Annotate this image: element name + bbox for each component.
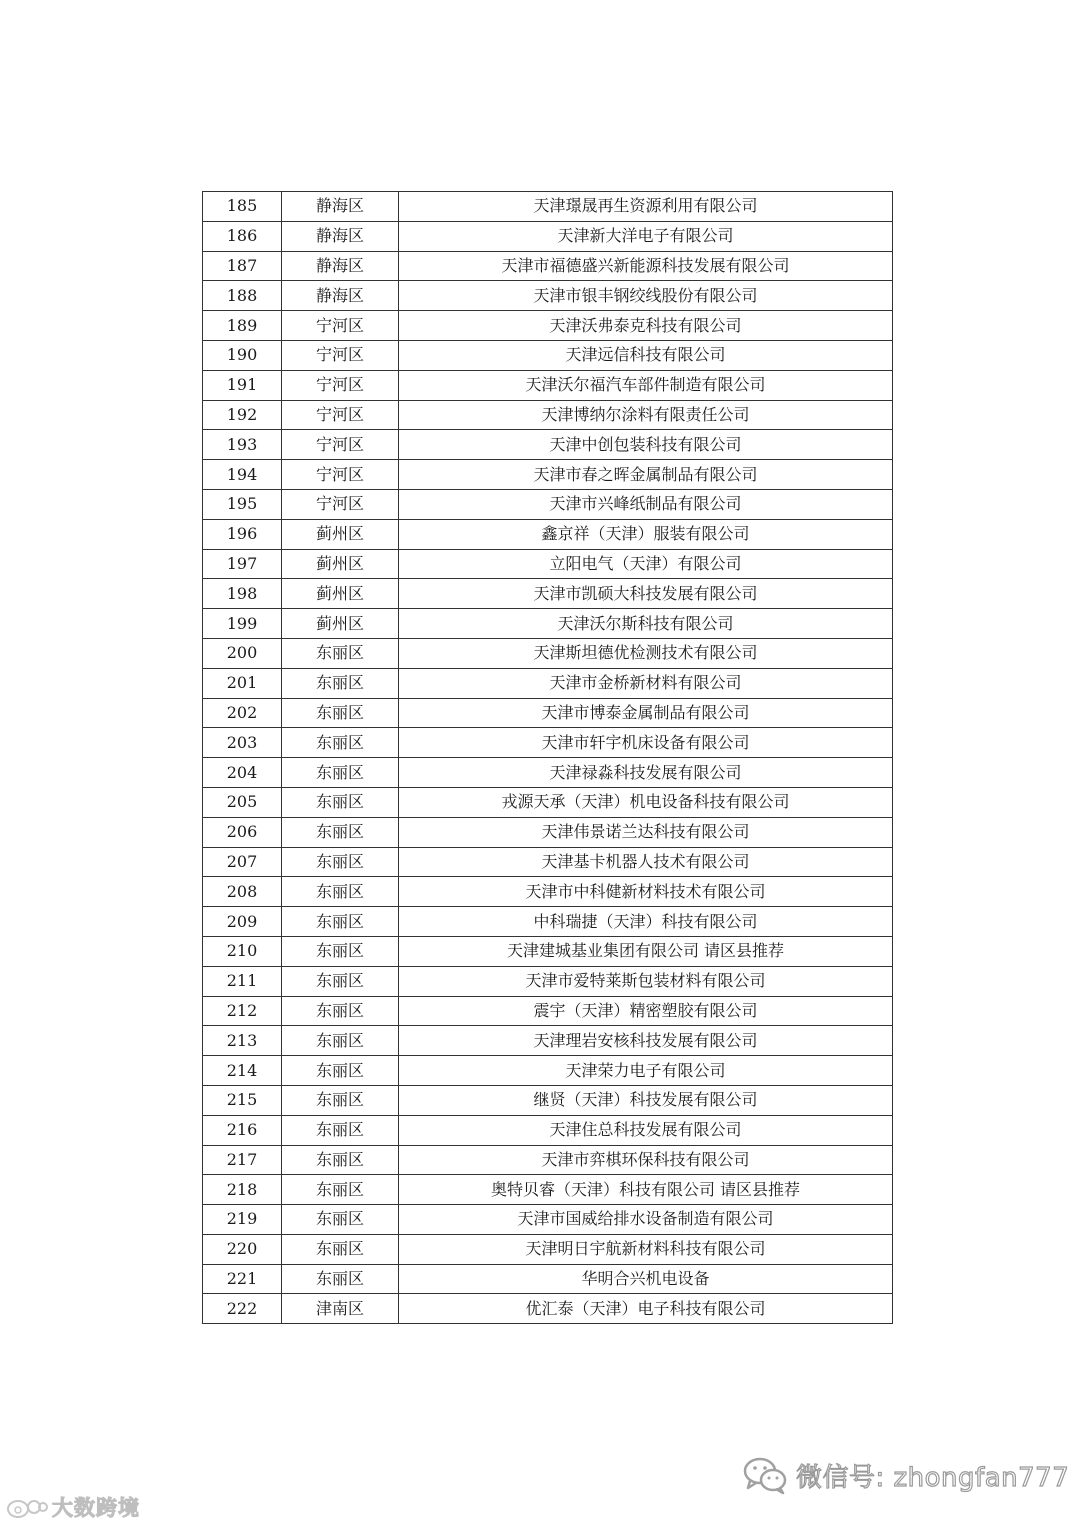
table-row <box>203 1115 893 1145</box>
row-district: 东丽区 <box>282 1264 399 1294</box>
row-district: 东丽区 <box>282 1145 399 1175</box>
table-row <box>203 549 893 579</box>
row-district: 静海区 <box>282 251 399 281</box>
row-company: 天津市春之晖金属制品有限公司 <box>399 460 893 490</box>
table-row <box>203 1056 893 1086</box>
row-company: 天津市国威给排水设备制造有限公司 <box>399 1205 893 1235</box>
row-district: 蓟州区 <box>282 519 399 549</box>
row-district: 宁河区 <box>282 340 399 370</box>
row-district: 东丽区 <box>282 758 399 788</box>
table-row <box>203 340 893 370</box>
row-number: 210 <box>203 936 282 966</box>
row-number: 192 <box>203 400 282 430</box>
row-number: 190 <box>203 340 282 370</box>
row-number: 212 <box>203 996 282 1026</box>
row-district: 东丽区 <box>282 728 399 758</box>
row-district: 东丽区 <box>282 877 399 907</box>
watermark-left-text: 大数跨境 <box>52 1496 140 1520</box>
row-number: 222 <box>203 1294 282 1324</box>
row-district: 静海区 <box>282 192 399 222</box>
row-company: 天津伟景诺兰达科技有限公司 <box>399 817 893 847</box>
wechat-logo-icon <box>742 1455 788 1495</box>
row-company: 天津新大洋电子有限公司 <box>399 221 893 251</box>
row-number: 215 <box>203 1085 282 1115</box>
row-company: 天津璟晟再生资源利用有限公司 <box>399 192 893 222</box>
company-list-table <box>202 191 893 1324</box>
row-company: 奥特贝睿（天津）科技有限公司 请区县推荐 <box>399 1175 893 1205</box>
table-body <box>203 192 893 1324</box>
row-district: 东丽区 <box>282 787 399 817</box>
row-district: 东丽区 <box>282 1205 399 1235</box>
table-row <box>203 251 893 281</box>
row-district: 东丽区 <box>282 698 399 728</box>
row-company: 天津市凯硕大科技发展有限公司 <box>399 579 893 609</box>
row-number: 221 <box>203 1264 282 1294</box>
row-district: 宁河区 <box>282 311 399 341</box>
table-row <box>203 1205 893 1235</box>
table-row <box>203 1145 893 1175</box>
row-district: 东丽区 <box>282 966 399 996</box>
row-number: 195 <box>203 489 282 519</box>
row-number: 211 <box>203 966 282 996</box>
table-row <box>203 698 893 728</box>
table-row <box>203 847 893 877</box>
row-number: 191 <box>203 370 282 400</box>
row-number: 194 <box>203 460 282 490</box>
row-district: 静海区 <box>282 281 399 311</box>
row-company: 天津住总科技发展有限公司 <box>399 1115 893 1145</box>
table-row <box>203 1234 893 1264</box>
row-number: 193 <box>203 430 282 460</box>
row-district: 东丽区 <box>282 668 399 698</box>
row-number: 201 <box>203 668 282 698</box>
row-number: 207 <box>203 847 282 877</box>
row-number: 196 <box>203 519 282 549</box>
table-row <box>203 430 893 460</box>
row-number: 188 <box>203 281 282 311</box>
table-row <box>203 728 893 758</box>
table-row <box>203 1175 893 1205</box>
row-district: 东丽区 <box>282 1026 399 1056</box>
table-row <box>203 192 893 222</box>
row-number: 200 <box>203 638 282 668</box>
table-row <box>203 1294 893 1324</box>
table-row <box>203 579 893 609</box>
row-district: 东丽区 <box>282 936 399 966</box>
table-row <box>203 1085 893 1115</box>
row-number: 202 <box>203 698 282 728</box>
row-company: 天津中创包装科技有限公司 <box>399 430 893 460</box>
watermark-right <box>742 1453 1069 1497</box>
row-number: 203 <box>203 728 282 758</box>
table-row <box>203 907 893 937</box>
row-number: 186 <box>203 221 282 251</box>
row-number: 208 <box>203 877 282 907</box>
row-district: 宁河区 <box>282 370 399 400</box>
row-number: 216 <box>203 1115 282 1145</box>
table-row <box>203 281 893 311</box>
watermark-left <box>6 1492 140 1522</box>
row-district: 东丽区 <box>282 1175 399 1205</box>
row-company: 天津市轩宇机床设备有限公司 <box>399 728 893 758</box>
row-company: 戎源天承（天津）机电设备科技有限公司 <box>399 787 893 817</box>
row-company: 天津斯坦德优检测技术有限公司 <box>399 638 893 668</box>
row-district: 蓟州区 <box>282 549 399 579</box>
table-row <box>203 1264 893 1294</box>
table-row <box>203 758 893 788</box>
row-company: 天津沃弗泰克科技有限公司 <box>399 311 893 341</box>
row-district: 东丽区 <box>282 1085 399 1115</box>
row-company: 天津市博泰金属制品有限公司 <box>399 698 893 728</box>
row-district: 宁河区 <box>282 430 399 460</box>
watermark-right-text: 微信号: zhongfan777 <box>796 1462 1070 1493</box>
table-row <box>203 609 893 639</box>
row-district: 静海区 <box>282 221 399 251</box>
row-number: 218 <box>203 1175 282 1205</box>
row-company: 鑫京祥（天津）服装有限公司 <box>399 519 893 549</box>
row-company: 天津远信科技有限公司 <box>399 340 893 370</box>
row-number: 213 <box>203 1026 282 1056</box>
row-company: 继贤（天津）科技发展有限公司 <box>399 1085 893 1115</box>
row-number: 205 <box>203 787 282 817</box>
row-number: 209 <box>203 907 282 937</box>
row-district: 宁河区 <box>282 489 399 519</box>
table-row <box>203 638 893 668</box>
table-row <box>203 460 893 490</box>
row-company: 中科瑞捷（天津）科技有限公司 <box>399 907 893 937</box>
row-company: 天津沃尔福汽车部件制造有限公司 <box>399 370 893 400</box>
row-company: 天津基卡机器人技术有限公司 <box>399 847 893 877</box>
row-district: 东丽区 <box>282 847 399 877</box>
row-company: 天津明日宇航新材料科技有限公司 <box>399 1234 893 1264</box>
row-company: 立阳电气（天津）有限公司 <box>399 549 893 579</box>
row-company: 天津禄淼科技发展有限公司 <box>399 758 893 788</box>
row-district: 蓟州区 <box>282 609 399 639</box>
row-district: 东丽区 <box>282 638 399 668</box>
table-row <box>203 966 893 996</box>
table-row <box>203 787 893 817</box>
row-district: 东丽区 <box>282 1115 399 1145</box>
row-district: 东丽区 <box>282 1234 399 1264</box>
row-number: 189 <box>203 311 282 341</box>
row-company: 天津建城基业集团有限公司 请区县推荐 <box>399 936 893 966</box>
table-row <box>203 996 893 1026</box>
table-row <box>203 877 893 907</box>
table-row <box>203 400 893 430</box>
table-row <box>203 370 893 400</box>
row-company: 震宇（天津）精密塑胶有限公司 <box>399 996 893 1026</box>
table-row <box>203 1026 893 1056</box>
row-number: 206 <box>203 817 282 847</box>
row-company: 天津市爱特莱斯包装材料有限公司 <box>399 966 893 996</box>
row-district: 东丽区 <box>282 1056 399 1086</box>
table-row <box>203 311 893 341</box>
row-district: 东丽区 <box>282 817 399 847</box>
table-row <box>203 668 893 698</box>
row-number: 199 <box>203 609 282 639</box>
row-company: 天津市福德盛兴新能源科技发展有限公司 <box>399 251 893 281</box>
weibo-logo-icon <box>6 1495 48 1519</box>
row-company: 天津市兴峰纸制品有限公司 <box>399 489 893 519</box>
row-company: 华明合兴机电设备 <box>399 1264 893 1294</box>
row-company: 天津博纳尔涂料有限责任公司 <box>399 400 893 430</box>
row-district: 东丽区 <box>282 907 399 937</box>
row-number: 220 <box>203 1234 282 1264</box>
row-district: 宁河区 <box>282 400 399 430</box>
row-number: 197 <box>203 549 282 579</box>
table-row <box>203 519 893 549</box>
row-company: 天津市中科健新材料技术有限公司 <box>399 877 893 907</box>
row-number: 217 <box>203 1145 282 1175</box>
row-number: 219 <box>203 1205 282 1235</box>
table-row <box>203 936 893 966</box>
row-number: 214 <box>203 1056 282 1086</box>
row-company: 天津市银丰钢绞线股份有限公司 <box>399 281 893 311</box>
table-row <box>203 817 893 847</box>
row-number: 204 <box>203 758 282 788</box>
row-company: 天津市金桥新材料有限公司 <box>399 668 893 698</box>
table-row <box>203 221 893 251</box>
table-row <box>203 489 893 519</box>
row-district: 津南区 <box>282 1294 399 1324</box>
row-company: 天津沃尔斯科技有限公司 <box>399 609 893 639</box>
row-number: 198 <box>203 579 282 609</box>
row-district: 宁河区 <box>282 460 399 490</box>
row-number: 185 <box>203 192 282 222</box>
row-company: 天津市弈棋环保科技有限公司 <box>399 1145 893 1175</box>
row-company: 天津荣力电子有限公司 <box>399 1056 893 1086</box>
row-district: 蓟州区 <box>282 579 399 609</box>
row-number: 187 <box>203 251 282 281</box>
row-company: 优汇泰（天津）电子科技有限公司 <box>399 1294 893 1324</box>
row-company: 天津理岩安核科技发展有限公司 <box>399 1026 893 1056</box>
row-district: 东丽区 <box>282 996 399 1026</box>
